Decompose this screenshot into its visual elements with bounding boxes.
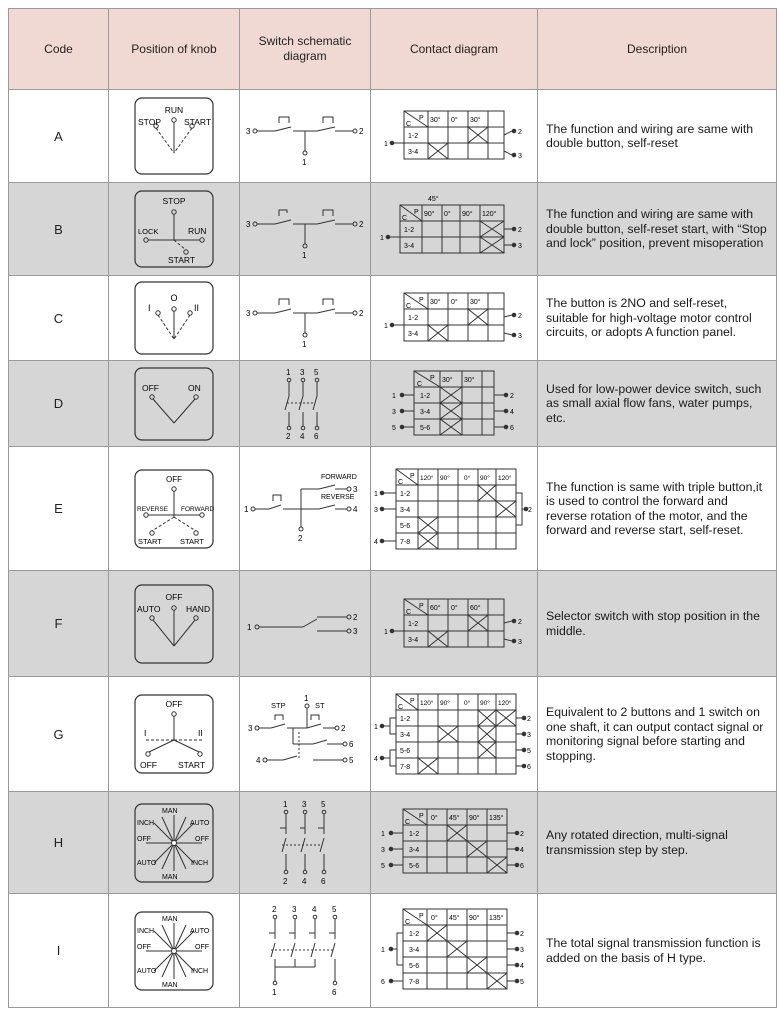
angle-label: 120° [420,474,434,482]
contact-cell [371,90,538,183]
contact-cell [371,276,538,361]
row-label: 1-2 [408,315,419,322]
terminal-label: 5 [381,862,385,870]
terminal-label: 2 [359,127,364,136]
corner-c: C [417,380,423,388]
terminal-label: 4 [520,962,524,970]
angle-label: 60° [470,604,481,612]
knob-diagram [134,469,214,549]
corner-p: P [419,297,424,304]
terminal-label: 3 [518,638,522,646]
contact-cell [371,894,538,1008]
knob-label: I [148,303,151,313]
knob-label: AUTO [190,927,210,935]
angle-label: 0° [451,299,458,306]
terminal-label: 1 [304,694,309,703]
contact-diagram [374,463,534,555]
terminal-label: 4 [353,504,358,514]
terminal-label: 4 [302,876,307,886]
corner-c: C [405,818,411,826]
schematic-cell [240,361,371,447]
knob-diagram [134,281,214,355]
knob-label: OFF [137,943,151,951]
terminal-label: 2 [353,612,358,622]
terminal-label: 3 [246,127,251,136]
angle-label: 120° [498,474,512,482]
terminal-label: 3 [520,946,524,954]
terminal-label: 3 [518,153,522,160]
corner-c: C [402,215,408,222]
terminal-label: 3 [392,408,396,416]
schematic-cell [240,894,371,1008]
terminal-label: 2 [359,220,364,229]
description-cell: The function and wiring are same with double button, self-reset [538,90,777,183]
knob-diagram [134,190,214,268]
terminal-label: 1 [247,622,252,632]
row-label: 1-2 [400,716,411,723]
knob-cell [109,571,240,677]
row-label: 3-4 [408,331,419,338]
terminal-label: 4 [256,756,261,765]
terminal-label: 2 [518,227,522,234]
knob-label: RUN [164,105,184,115]
angle-label: 120° [482,211,497,218]
terminal-label: 3 [300,367,305,377]
terminal-label: 1 [380,235,384,242]
terminal-label: 1 [381,830,385,838]
terminal-label: 2 [518,618,522,626]
contact-diagram [374,688,534,780]
corner-p: P [419,912,424,920]
terminal-label: 2 [518,129,522,136]
angle-label: 90° [469,914,480,922]
knob-label: O [170,293,178,303]
terminal-label: 5 [527,748,531,755]
knob-label: OFF [166,474,182,484]
corner-p: P [430,374,435,382]
terminal-label: 2 [286,431,291,441]
terminal-label: 2 [527,716,531,723]
angle-label: 0° [451,117,458,124]
code-cell: F [9,571,109,677]
angle-label: 30° [470,117,481,124]
knob-cell [109,90,240,183]
knob-label: START [138,536,162,546]
terminal-label: 5 [520,978,524,986]
schematic-cell [240,571,371,677]
terminal-label: 1 [381,946,385,954]
knob-label: INCH [137,927,155,935]
header-knob-position: Position of knob [109,9,240,90]
contact-diagram [379,903,529,999]
switch-schematic [243,599,367,649]
corner-c: C [398,478,404,486]
header-description: Description [538,9,777,90]
description-cell: Any rotated direction, multi-signal transmission step by step. [538,792,777,894]
terminal-label: 2 [341,724,346,733]
top-angle-label: 45° [428,196,439,203]
terminal-label: 1 [302,340,307,349]
terminal-label: 1 [384,323,388,330]
terminal-label: 1 [286,367,291,377]
angle-label: 90° [462,211,473,218]
schematic-cell [240,276,371,361]
angle-label: 90° [440,474,450,482]
angle-label: 30° [470,299,481,306]
row-label: 1-2 [420,392,431,400]
terminal-label: REVERSE [321,493,355,501]
code-cell: H [9,792,109,894]
corner-p: P [419,812,424,820]
angle-label: 30° [430,117,441,124]
switch-schematic [255,903,355,999]
terminal-label: 2 [272,904,277,914]
code-cell: A [9,90,109,183]
knob-cell [109,276,240,361]
terminal-label: 3 [302,799,307,809]
contact-diagram [384,101,524,171]
terminal-label: 1 [374,490,378,498]
row-C [9,276,777,361]
knob-label: LOCK [138,227,159,236]
terminal-label: 2 [520,930,524,938]
terminal-label: 3 [374,506,378,514]
angle-label: 30° [464,376,475,384]
description-cell: Used for low-power device switch, such as small axial flow fans, water pumps, etc. [538,361,777,447]
angle-label: 90° [480,474,490,482]
terminal-label: 2 [520,830,524,838]
terminal-label: 5 [392,424,396,432]
description-cell: The function is same with triple button,it is used to control the forward and reverse rotation of the motor, and the forward and reverse start, self-reset. [538,447,777,571]
row-label: 3-4 [404,243,415,250]
angle-label: 30° [430,299,441,306]
knob-label: INCH [191,967,209,975]
knob-diagram [134,694,214,774]
angle-label: 45° [449,814,460,822]
corner-c: C [406,608,412,616]
switch-schematic [243,692,367,776]
row-B [9,183,777,276]
switch-schematic [265,366,345,442]
terminal-label: 4 [312,904,317,914]
terminal-label: 2 [528,506,532,514]
corner-p: P [410,698,415,705]
terminal-label: 6 [332,987,337,997]
code-cell: G [9,677,109,792]
contact-diagram [384,285,524,351]
contact-diagram [384,591,524,657]
schematic-cell [240,792,371,894]
knob-label: I [144,728,147,738]
row-D [9,361,777,447]
terminal-label: 1 [302,158,307,167]
terminal-label: 2 [518,313,522,320]
knob-label: AUTO [137,859,157,867]
row-A [9,90,777,183]
knob-label: RUN [188,226,207,236]
angle-label: 120° [498,700,512,707]
code-cell: D [9,361,109,447]
switch-schematic [245,194,365,264]
row-F [9,571,777,677]
row-label: 7-8 [400,538,411,546]
code-cell: I [9,894,109,1008]
terminal-label: 6 [527,764,531,771]
angle-label: 30° [442,376,453,384]
terminal-label: 4 [374,538,378,546]
schematic-cell [240,677,371,792]
terminal-label: 3 [353,484,358,494]
knob-label: STOP [138,117,161,127]
terminal-label: 6 [381,978,385,986]
angle-label: 0° [444,211,451,218]
row-label: 3-4 [409,846,420,854]
knob-label: INCH [137,819,155,827]
contact-cell [371,361,538,447]
knob-diagram [134,803,214,883]
knob-diagram [134,97,214,175]
switch-schematic [260,798,350,888]
row-E [9,447,777,571]
terminal-label: 4 [520,846,524,854]
terminal-label: 1 [384,141,388,148]
row-G [9,677,777,792]
knob-label: START [184,117,212,127]
knob-cell [109,894,240,1008]
angle-label: 120° [420,700,434,707]
knob-label: START [178,760,206,770]
corner-c: C [406,303,412,310]
terminal-label: 2 [298,533,303,543]
row-label: 3-4 [409,946,420,954]
angle-label: 0° [431,914,438,922]
terminal-label: 5 [321,799,326,809]
knob-label: OFF [140,760,157,770]
contact-cell [371,792,538,894]
specification-table [8,8,777,1008]
knob-cell [109,677,240,792]
knob-label: ON [188,382,201,393]
knob-label: OFF [195,943,209,951]
schematic-cell [240,447,371,571]
row-label: 5-6 [420,424,431,432]
row-label: 1-2 [404,227,415,234]
terminal-label: 2 [359,309,364,318]
terminal-label: 4 [300,431,305,441]
angle-label: 0° [431,814,438,822]
terminal-label: 6 [321,876,326,886]
switch-schematic [241,469,369,549]
knob-diagram [134,584,214,664]
knob-label: OFF [195,835,209,843]
angle-label: 90° [440,700,450,707]
knob-label: HAND [186,603,211,614]
description-cell: Selector switch with stop position in the middle. [538,571,777,677]
terminal-label: 1 [302,251,307,260]
terminal-label: 6 [510,424,514,432]
knob-label: AUTO [190,819,210,827]
knob-label: STOP [162,196,186,206]
terminal-label: 3 [248,724,253,733]
switch-schematic [245,285,365,351]
corner-p: P [419,602,424,610]
corner-p: P [419,115,424,122]
angle-label: 135° [489,914,504,922]
terminal-label: 2 [283,876,288,886]
angle-label: 90° [424,211,435,218]
angle-label: 0° [451,604,458,612]
row-label: 3-4 [408,149,419,156]
row-label: 3-4 [400,732,411,739]
header-switch-schematic: Switch schematic diagram [240,9,371,90]
terminal-label: 3 [527,732,531,739]
knob-label: AUTO [137,603,161,614]
angle-label: 90° [480,700,490,707]
knob-label: MAN [162,915,178,923]
angle-label: 45° [449,914,460,922]
contact-cell [371,571,538,677]
header-code: Code [9,9,109,90]
contact-diagram [384,365,524,443]
angle-label: 60° [430,604,441,612]
terminal-label: 3 [518,333,522,340]
knob-cell [109,183,240,276]
terminal-label: 3 [381,846,385,854]
header-contact-diagram: Contact diagram [371,9,538,90]
contact-cell [371,677,538,792]
header-row [9,9,777,90]
schematic-cell [240,90,371,183]
knob-label: MAN [162,807,178,815]
knob-label: OFF [137,835,151,843]
row-label: 7-8 [400,764,411,771]
knob-label: AUTO [137,967,157,975]
terminal-label: FORWARD [321,473,357,481]
terminal-label: ST [315,701,325,710]
knob-label: REVERSE [137,505,169,513]
knob-cell [109,361,240,447]
angle-label: 0° [464,474,471,482]
angle-label: 0° [464,700,471,707]
terminal-label: 3 [246,309,251,318]
knob-label: OFF [142,382,159,393]
row-label: 1-2 [408,620,419,628]
knob-label: FORWARD [181,505,214,513]
knob-diagram [134,367,214,441]
row-label: 5-6 [409,962,420,970]
terminal-label: 1 [384,628,388,636]
row-label: 1-2 [400,490,411,498]
knob-label: II [198,728,203,738]
angle-label: 90° [469,814,480,822]
switch-schematic [245,101,365,171]
terminal-label: STP [271,701,286,710]
terminal-label: 2 [510,392,514,400]
knob-label: MAN [162,981,178,989]
row-label: 3-4 [420,408,431,416]
code-cell: B [9,183,109,276]
row-label: 5-6 [409,862,420,870]
contact-cell [371,183,538,276]
row-label: 3-4 [408,636,419,644]
terminal-label: 5 [332,904,337,914]
description-cell: Equivalent to 2 buttons and 1 switch on one shaft, it can output contact signal or monitoring signal before starting and stopping. [538,677,777,792]
knob-label: OFF [165,699,183,709]
row-I [9,894,777,1008]
terminal-label: 1 [283,799,288,809]
knob-cell [109,447,240,571]
terminal-label: 6 [314,431,319,441]
terminal-label: 1 [374,724,378,731]
description-cell: The function and wiring are same with double button, self-reset start, with “Stop and lock” position, prevent misoperation [538,183,777,276]
knob-diagram [134,911,214,991]
corner-p: P [410,472,415,480]
row-label: 1-2 [409,930,420,938]
contact-diagram [380,191,528,267]
code-cell: C [9,276,109,361]
terminal-label: 5 [349,756,354,765]
contact-cell [371,447,538,571]
code-cell: E [9,447,109,571]
corner-p: P [414,209,419,216]
terminal-label: 1 [392,392,396,400]
description-cell: The total signal transmission function is added on the basis of H type. [538,894,777,1008]
corner-c: C [405,918,411,926]
terminal-label: 3 [246,220,251,229]
row-label: 1-2 [409,830,420,838]
knob-label: START [168,255,196,265]
terminal-label: 6 [520,862,524,870]
terminal-label: 6 [349,740,354,749]
corner-c: C [398,704,404,711]
terminal-label: 3 [353,626,358,636]
knob-label: INCH [191,859,209,867]
knob-label: II [194,303,200,313]
knob-label: MAN [162,873,178,881]
terminal-label: 3 [518,243,522,250]
schematic-cell [240,183,371,276]
terminal-label: 4 [374,756,378,763]
row-label: 5-6 [400,748,411,755]
row-label: 1-2 [408,133,419,140]
row-label: 5-6 [400,522,411,530]
corner-c: C [406,121,412,128]
terminal-label: 1 [244,504,249,514]
terminal-label: 4 [510,408,514,416]
terminal-label: 1 [272,987,277,997]
knob-cell [109,792,240,894]
row-label: 7-8 [409,978,420,986]
row-H [9,792,777,894]
angle-label: 135° [489,814,504,822]
terminal-label: 5 [314,367,319,377]
terminal-label: 3 [292,904,297,914]
knob-label: START [180,536,204,546]
knob-label: OFF [165,591,183,602]
contact-diagram [379,803,529,883]
description-cell: The button is 2NO and self-reset, suitable for high-voltage motor control circuits, or adopts A function panel. [538,276,777,361]
row-label: 3-4 [400,506,411,514]
